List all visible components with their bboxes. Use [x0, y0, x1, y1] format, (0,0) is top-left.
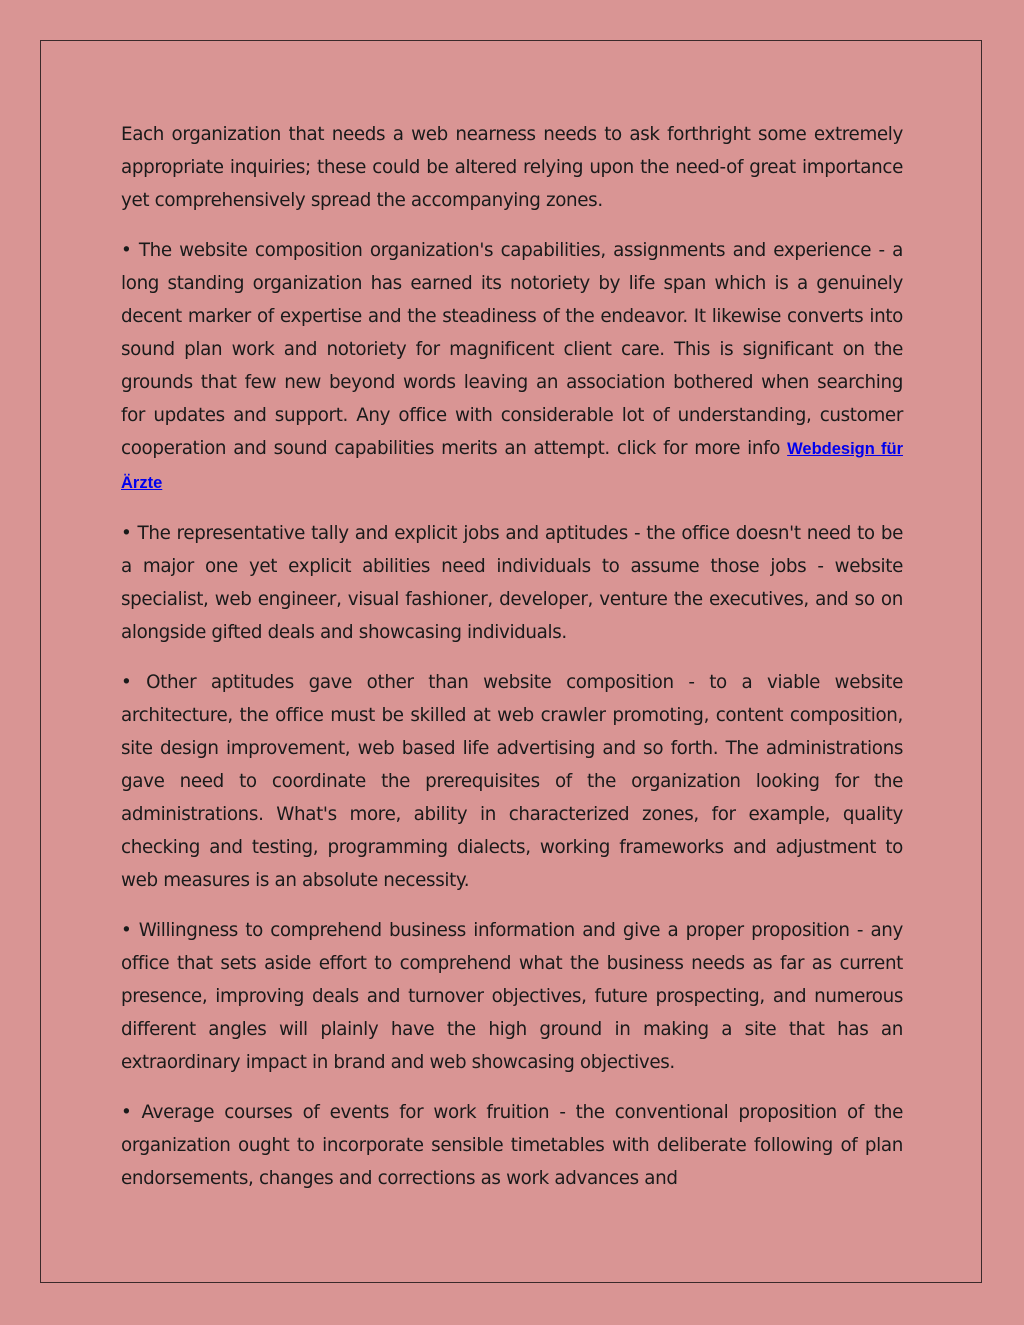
bullet-paragraph-aptitudes: • Other aptitudes gave other than website composition - to a viable website architecture, the office must be skilled at web crawler promoting, content composition, site design improvement, web based life advertising and so forth. The administrations gave need to coordinate the prerequisites of the organization looking for the administrations. What's more, ability in characterized zones, for example, quality checking and testing, programming dialects, working frameworks and adjustment to web measures is an absolute necessity.: [121, 672, 903, 891]
bullet-paragraph-willingness: • Willingness to comprehend business information and give a proper proposition - any office that sets aside effort to comprehend what the business needs as far as current presence, improving deals and turnover objectives, future prospecting, and numerous different angles will plainly have the high ground in making a site that has an extraordinary impact in brand and web showcasing objectives.: [121, 920, 903, 1073]
bullet-paragraph-timelines: • Average courses of events for work fruition - the conventional proposition of the organization ought to incorporate sensible timetables with deliberate following of plan endorsements, changes and corrections as work advances and: [121, 1102, 903, 1189]
bullet-text-capabilities: • The website composition organization's capabilities, assignments and experience - a long standing organization has earned its notoriety by life span which is a genuinely decent marker of expertise and the steadiness of the endeavor. It likewise converts into sound plan work and notoriety for magnificent client care. This is significant on the grounds that few new beyond words leaving an association bothered when searching for updates and support. Any office with considerable lot of understanding, customer cooperation and sound capabilities merits an attempt. click for more info: [121, 240, 903, 459]
webdesign-link[interactable]: Webdesign für Ärzte: [121, 440, 903, 492]
bullet-paragraph-staff: • The representative tally and explicit jobs and aptitudes - the office doesn't need to be a major one yet explicit abilities need individuals to assume those jobs - website specialist, web engineer, visual fashioner, developer, venture the executives, and so on alongside gifted deals and showcasing individuals.: [121, 523, 903, 643]
document-body: [121, 118, 903, 1212]
bullet-paragraph-capabilities: [121, 234, 903, 500]
intro-paragraph: Each organization that needs a web nearness needs to ask forthright some extremely appropriate inquiries; these could be altered relying upon the need-of great importance yet comprehensively spread the accompanying zones.: [121, 124, 903, 211]
